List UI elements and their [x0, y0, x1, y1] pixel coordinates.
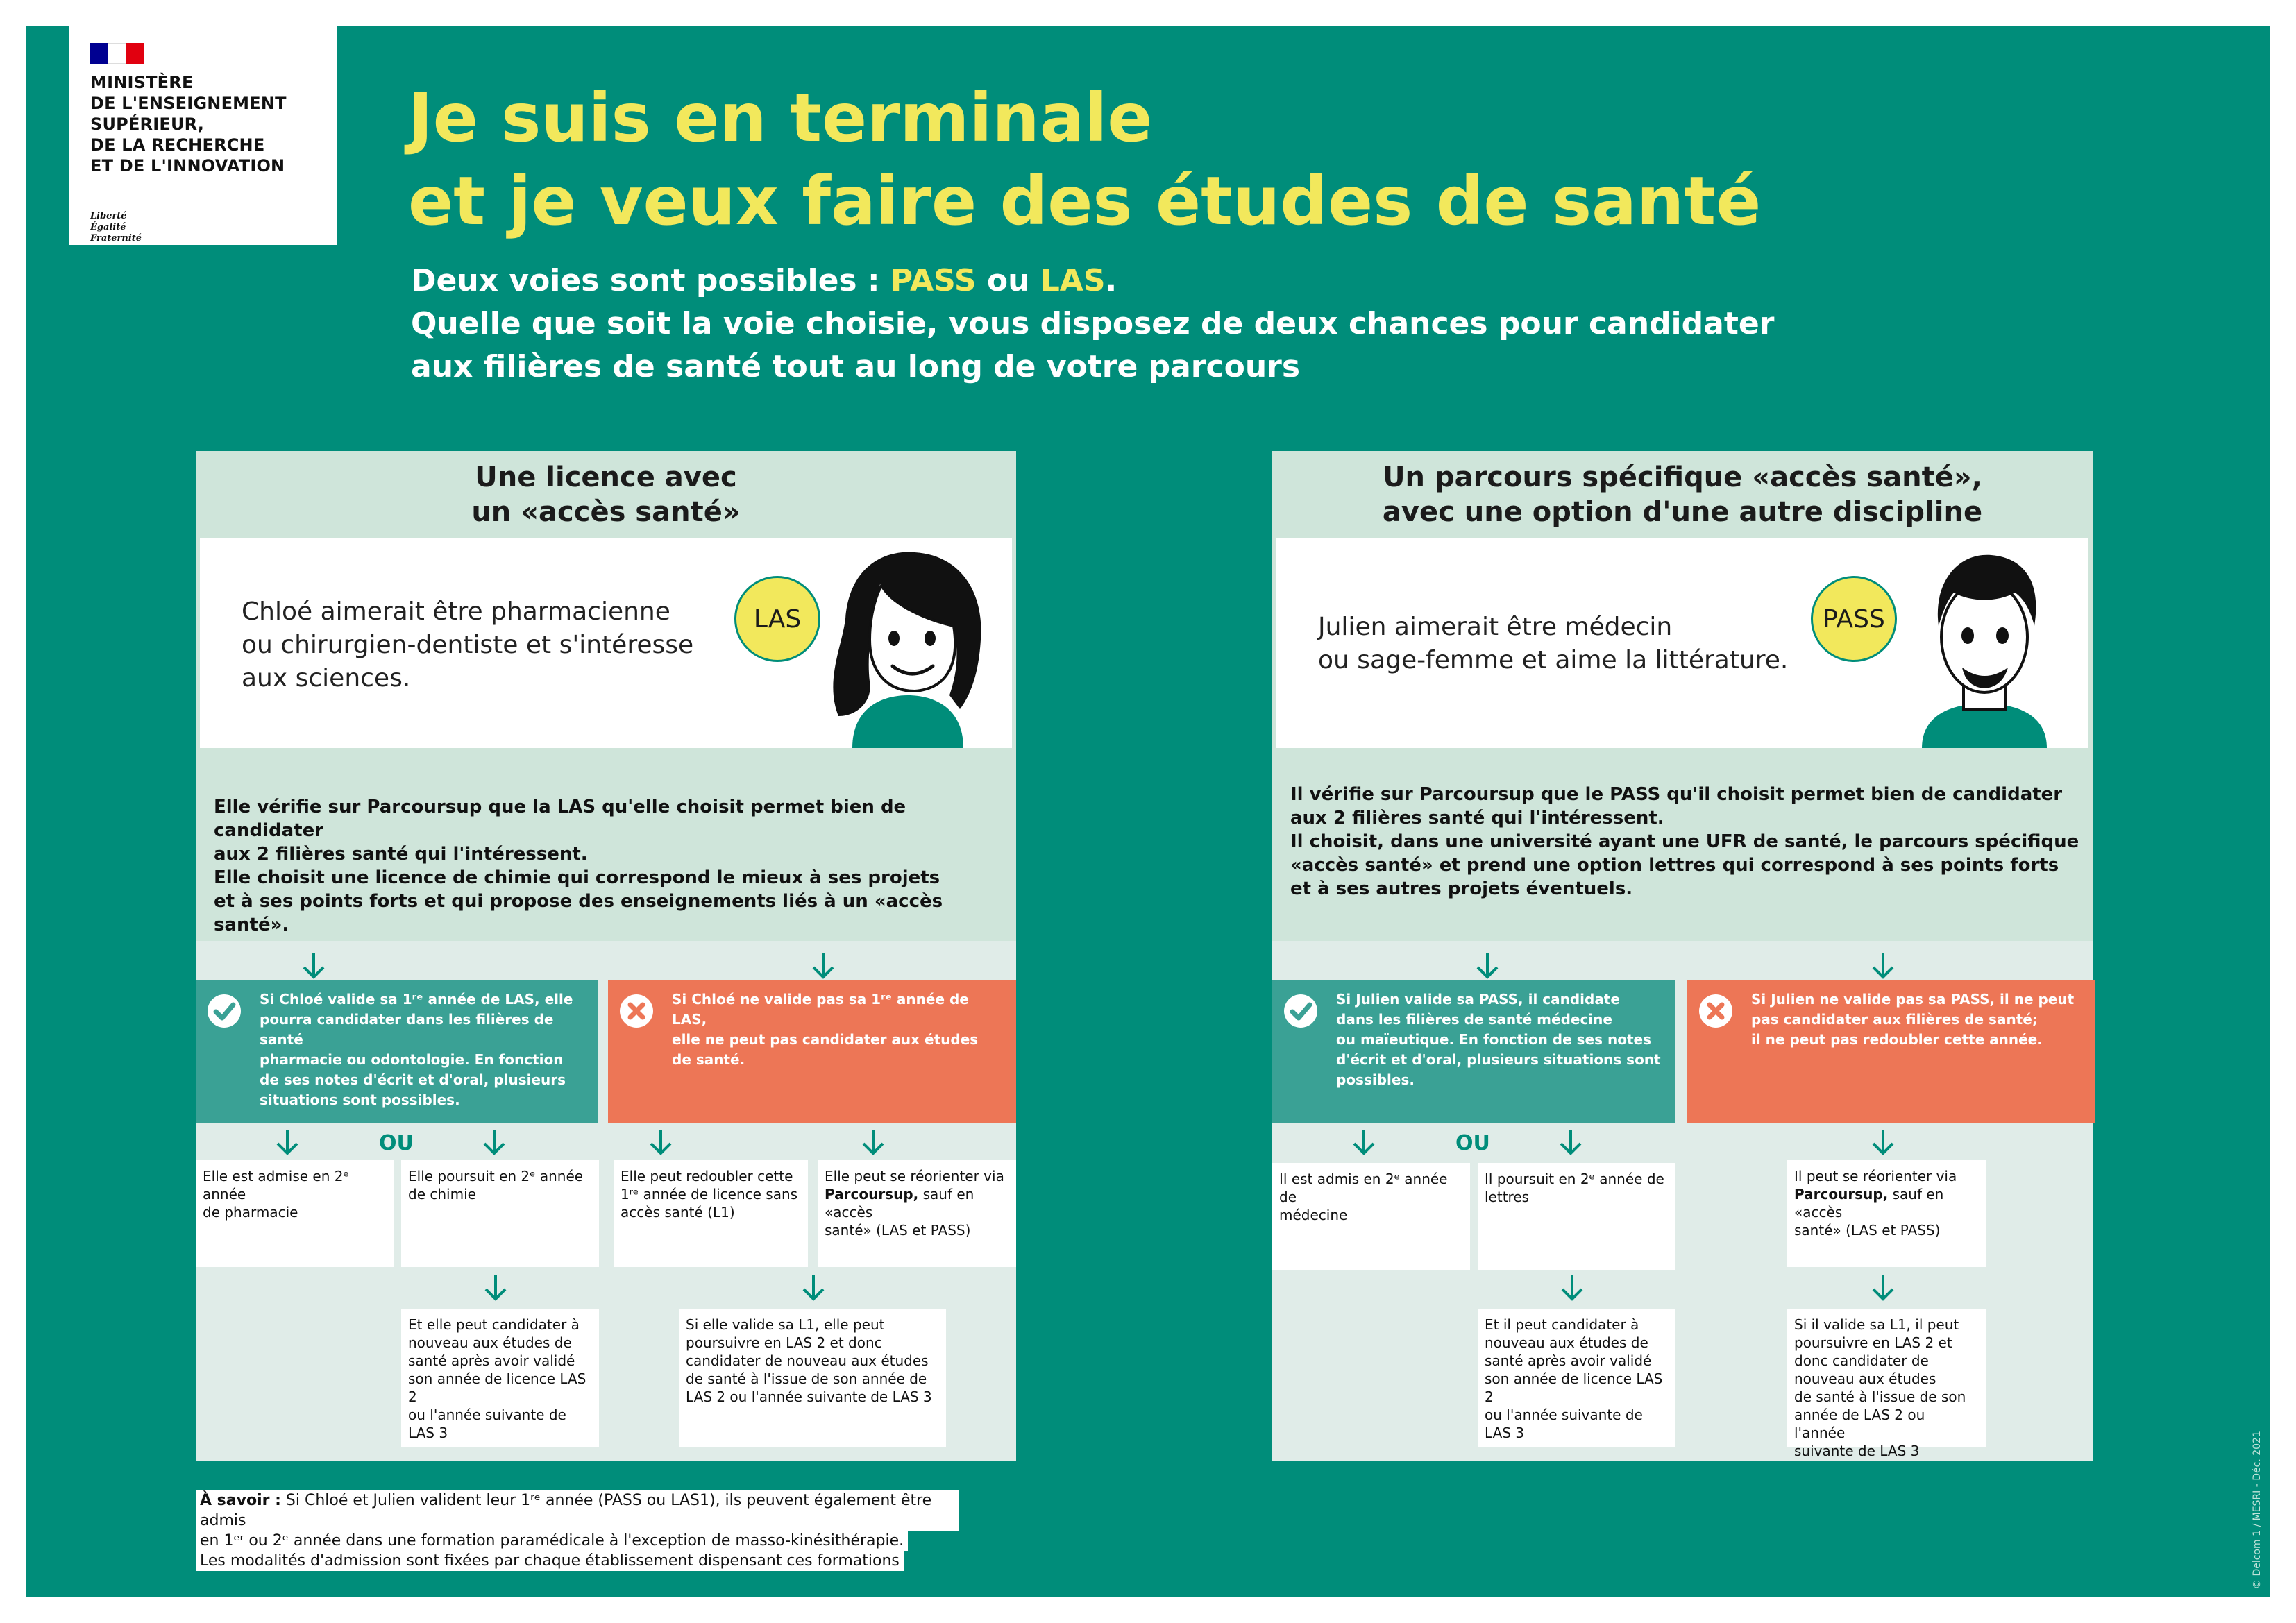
las-intro-card — [200, 538, 1012, 748]
las-outcome-pharmacy: Elle est admise en 2ᵉ année de pharmacie — [196, 1160, 394, 1267]
pass-success-text: Si Julien valide sa PASS, il candidate dans les filières de santé médecine ou maïeutique. En fonction de ses notes d'écrit et d'oral, plusieurs situations sont possibles. — [1336, 991, 1661, 1088]
ministry-name: MINISTÈRE DE L'ENSEIGNEMENT SUPÉRIEUR, DE LA RECHERCHE ET DE L'INNOVATION — [90, 73, 287, 176]
pass-followup-letters: Et il peut candidater à nouveau aux études de santé après avoir validé son année de licence LAS 2 ou l'année suivante de LAS 3 — [1478, 1309, 1675, 1447]
arrow-down-icon — [1869, 952, 1897, 980]
las-heading: Une licence avec un «accès santé» — [471, 461, 741, 528]
arrow-down-icon — [480, 1128, 508, 1156]
las-outcome-repeat: Elle peut redoubler cette 1ʳᵉ année de licence sans accès santé (L1) — [614, 1160, 808, 1267]
arrow-down-icon — [1350, 1128, 1378, 1156]
note-line-1-text: Si Chloé et Julien valident leur 1ʳᵉ année (PASS ou LAS1), ils peuvent également être admis — [200, 1492, 932, 1529]
subtitle-line-3: aux filières de santé tout au long de votre parcours — [411, 349, 1301, 384]
pass-failure-box — [1687, 980, 2095, 1123]
arrow-down-icon — [1869, 1128, 1897, 1156]
good-to-know-note — [196, 1490, 959, 1571]
pass-heading: Un parcours spécifique «accès santé», avec une option d'une autre discipline — [1382, 461, 1983, 528]
las-followup-repeat: Si elle valide sa L1, elle peut poursuivre en LAS 2 et donc candidater de nouveau aux études de santé à l'issue de son année de LAS 2 ou l'année suivante de LAS 3 — [679, 1309, 946, 1447]
check-icon — [207, 994, 242, 1028]
or-label: OU — [1455, 1131, 1490, 1155]
subtitle-or: ou — [976, 263, 1040, 298]
reorient-suffix: sauf en «accès santé» (LAS et PASS) — [825, 1186, 974, 1239]
page-title: Je suis en terminale et je veux faire des études de santé — [408, 79, 1762, 240]
reorient-prefix: Elle peut se réorienter via — [825, 1168, 1004, 1184]
pass-followup-reorient: Si il valide sa L1, il peut poursuivre en LAS 2 et donc candidater de nouveau aux études de santé à l'issue de son année de LAS 2 ou l'année suivante de LAS 3 — [1787, 1309, 1986, 1447]
arrow-down-icon — [800, 1274, 827, 1302]
julien-avatar-icon — [1887, 543, 2082, 748]
las-outcome-reorient — [818, 1160, 1016, 1267]
pass-badge: PASS — [1811, 576, 1897, 662]
pass-description: Il vérifie sur Parcoursup que le PASS qu'il choisit permet bien de candidater aux 2 filières santé qui l'intéressent. Il choisit, dans une université ayant une UFR de santé, le parcours spécifique «accès santé» et prend une option lettres qui correspond à ses points forts et à ses autres projets éventuels. — [1290, 784, 2079, 899]
arrow-down-icon — [1474, 952, 1501, 980]
pass-outcome-reorient — [1787, 1160, 1986, 1267]
cross-icon — [1698, 994, 1733, 1028]
arrow-down-icon — [809, 952, 837, 980]
note-label: À savoir : — [200, 1492, 281, 1509]
reorient-parcoursup: Parcoursup, — [1794, 1186, 1889, 1203]
or-label: OU — [379, 1131, 414, 1155]
las-outcome-chemistry: Elle poursuit en 2ᵉ année de chimie — [401, 1160, 599, 1267]
pass-failure-text: Si Julien ne valide pas sa PASS, il ne peut pas candidater aux filières de santé; il ne peut pas redoubler cette année. — [1751, 991, 2075, 1048]
cross-icon — [619, 994, 654, 1028]
check-icon — [1283, 994, 1318, 1028]
las-failure-box — [608, 980, 1016, 1123]
french-flag-icon — [90, 43, 144, 64]
pass-outcome-medicine: Il est admis en 2ᵉ année de médecine — [1272, 1163, 1470, 1270]
arrow-down-icon — [1558, 1274, 1586, 1302]
pass-success-box — [1272, 980, 1675, 1123]
las-failure-text: Si Chloé ne valide pas sa 1ʳᵉ année de LAS, elle ne peut pas candidater aux études de santé. — [672, 991, 979, 1068]
ministry-logo — [69, 26, 337, 245]
arrow-down-icon — [273, 1128, 301, 1156]
subtitle-end: . — [1105, 263, 1117, 298]
pass-outcome-letters: Il poursuit en 2ᵉ année de lettres — [1478, 1163, 1675, 1270]
reorient-suffix: sauf en «accès santé» (LAS et PASS) — [1794, 1186, 1944, 1239]
reorient-parcoursup: Parcoursup, — [825, 1186, 919, 1203]
subtitle-pass: PASS — [890, 263, 977, 298]
las-intro-text: Chloé aimerait être pharmacienne ou chirurgien-dentiste et s'intéresse aux sciences. — [242, 597, 694, 692]
note-line-1 — [196, 1490, 959, 1531]
arrow-down-icon — [1869, 1274, 1897, 1302]
pass-panel — [1272, 451, 2093, 1461]
las-panel — [196, 451, 1016, 1461]
arrow-down-icon — [1557, 1128, 1585, 1156]
las-followup-chemistry: Et elle peut candidater à nouveau aux études de santé après avoir validé son année de licence LAS 2 ou l'année suivante de LAS 3 — [401, 1309, 599, 1447]
las-description: Elle vérifie sur Parcoursup que la LAS qu'elle choisit permet bien de candidater aux 2 filières santé qui l'intéressent. Elle choisit une licence de chimie qui correspond le mieux à ses projets et à ses points forts et qui propose des enseignements liés à un «accès santé». — [214, 797, 943, 935]
reorient-prefix: Il peut se réorienter via — [1794, 1168, 1957, 1184]
page-subtitle — [411, 260, 1868, 389]
pass-intro-text: Julien aimerait être médecin ou sage-femme et aime la littérature. — [1318, 613, 1789, 674]
arrow-down-icon — [647, 1128, 675, 1156]
credit-text: © Delcom 1 / MESRI - Déc. 2021 — [2252, 1431, 2263, 1589]
las-success-text: Si Chloé valide sa 1ʳᵉ année de LAS, elle pourra candidater dans les filières de santé pharmacie ou odontologie. En fonction de ses notes d'écrit et d'oral, plusieurs situations sont possibles. — [260, 991, 573, 1108]
arrow-down-icon — [300, 952, 328, 980]
las-success-box — [196, 980, 598, 1123]
note-line-2: en 1ᵉʳ ou 2ᵉ année dans une formation paramédicale à l'exception de masso-kinésithérapie. — [196, 1531, 908, 1551]
chloe-avatar-icon — [811, 543, 1005, 748]
ministry-motto: Liberté Égalité Fraternité — [90, 211, 142, 244]
subtitle-las: LAS — [1040, 263, 1106, 298]
arrow-down-icon — [859, 1128, 887, 1156]
subtitle-prefix: Deux voies sont possibles : — [411, 263, 890, 298]
pass-intro-card — [1276, 538, 2088, 748]
arrow-down-icon — [482, 1274, 509, 1302]
las-badge: LAS — [734, 576, 820, 662]
subtitle-line-2: Quelle que soit la voie choisie, vous disposez de deux chances pour candidater — [411, 306, 1775, 341]
note-line-3: Les modalités d'admission sont fixées par chaque établissement dispensant ces formations — [196, 1551, 904, 1571]
subtitle-line-1 — [411, 260, 1868, 303]
